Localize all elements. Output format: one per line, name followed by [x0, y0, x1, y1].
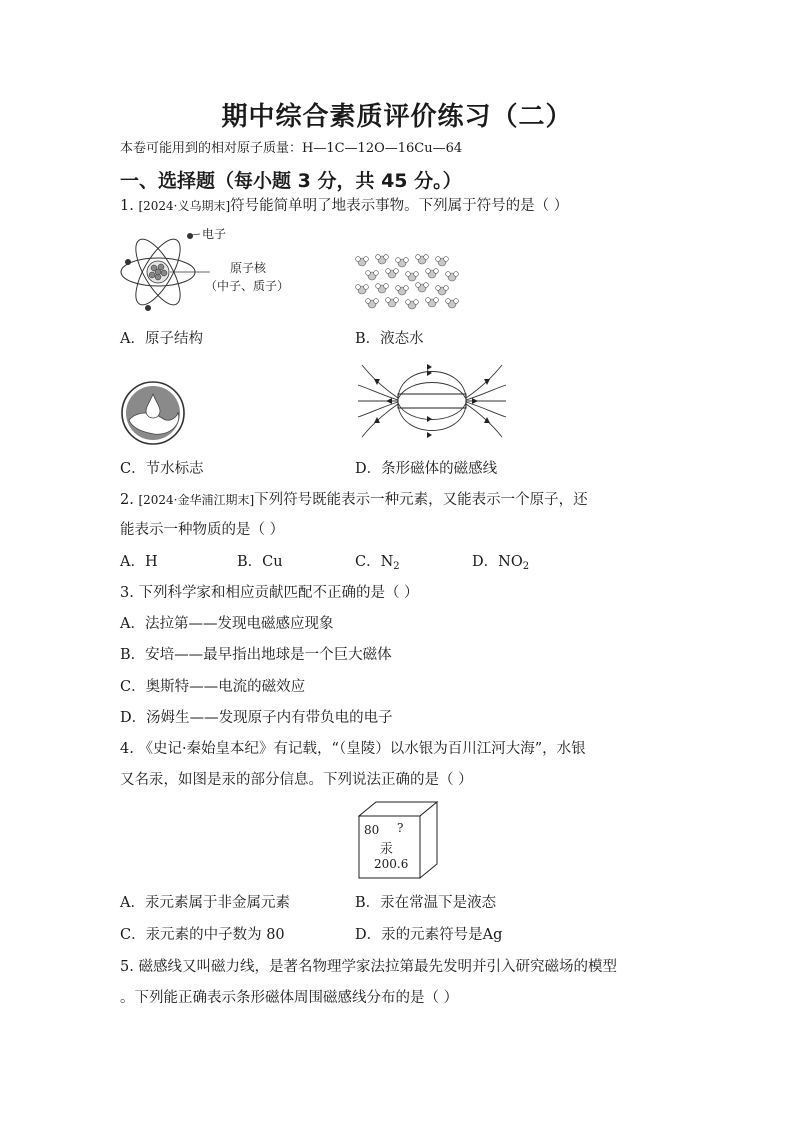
- q3-option-c: C．奥斯特——电流的磁效应: [120, 679, 306, 695]
- question-4-line-2: 又名汞，如图是汞的部分信息。下列说法正确的是（ ）: [120, 772, 473, 788]
- q1-option-b: B．液态水: [355, 331, 424, 347]
- q2-option-a: A．H: [120, 554, 158, 570]
- question-number: 1.: [120, 198, 134, 214]
- question-2-line-2: 能表示一种物质的是（ ）: [120, 522, 285, 538]
- q1-option-c: C．节水标志: [120, 461, 204, 477]
- question-text: 符号能简单明了地表示事物。下列属于符号的是（ ）: [230, 198, 569, 214]
- nucleus-label: 原子核: [230, 261, 267, 275]
- section-heading: 一、选择题（每小题 3 分，共 45 分。）: [120, 170, 462, 192]
- nucleus-detail-label: （中子、质子）: [205, 279, 290, 293]
- question-5: 5. 磁感线又叫磁力线，是著名物理学家法拉第最先发明并引入研究磁场的模型: [120, 959, 617, 975]
- element-symbol: ?: [397, 821, 404, 835]
- page-title: 期中综合素质评价练习（二）: [221, 102, 573, 132]
- q3-option-d: D．汤姆生——发现原子内有带负电的电子: [120, 710, 393, 726]
- q2-option-c: C．$N_2$: [355, 554, 400, 572]
- q3-option-b: B．安培——最早指出地球是一个巨大磁体: [120, 647, 392, 663]
- q4-option-a: A．汞元素属于非金属元素: [120, 895, 290, 911]
- q3-option-a: A．法拉第——发现电磁感应现象: [120, 616, 334, 632]
- question-2: [120, 488, 588, 509]
- element-name: 汞: [380, 842, 394, 857]
- electron-label: 电子: [202, 227, 227, 241]
- element-number: 80: [364, 823, 380, 837]
- q1-option-a: A．原子结构: [120, 331, 203, 347]
- liquid-water-figure: [352, 252, 464, 314]
- q4-option-c: C．汞元素的中子数为 80: [120, 927, 285, 943]
- water-saving-logo-figure: [120, 380, 186, 446]
- q2-option-d: D．$NO_2$: [472, 554, 530, 572]
- question-5-line-2: 。下列能正确表示条形磁体周围磁感线分布的是（ ）: [120, 990, 459, 1006]
- q4-option-b: B．汞在常温下是液态: [355, 895, 497, 911]
- question-text: 下列符号既能表示一种元素，又能表示一个原子，还: [254, 492, 588, 508]
- q4-option-d: D．汞的元素符号是Ag: [355, 927, 503, 943]
- bar-magnet-field-figure: [352, 357, 512, 447]
- atomic-mass-line: 本卷可能用到的相对原子质量：H—1C—12O—16Cu—64: [120, 141, 463, 156]
- question-source: [2024·义乌期末]: [138, 199, 231, 213]
- question-3: 3. 下列科学家和相应贡献匹配不正确的是（ ）: [120, 585, 419, 601]
- question-source: [2024·金华浦江期末]: [138, 493, 255, 507]
- q2-option-b: B．Cu: [237, 554, 283, 570]
- question-1: [120, 194, 568, 215]
- q1-option-d: D．条形磁体的磁感线: [355, 461, 498, 477]
- question-number: 2.: [120, 492, 134, 508]
- question-4: 4. 《史记·秦始皇本纪》有记载，“（皇陵）以水银为百川江河大海”，水银: [120, 741, 586, 757]
- element-mass: 200.6: [374, 857, 409, 871]
